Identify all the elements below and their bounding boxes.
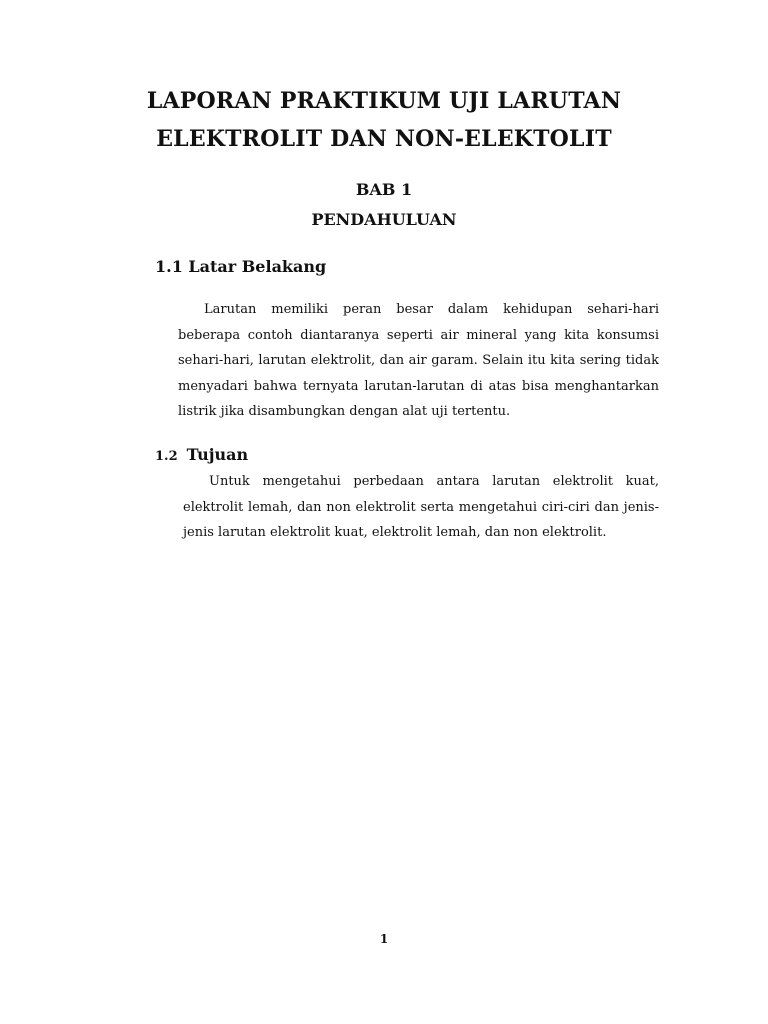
document-title-line-1: LAPORAN PRAKTIKUM UJI LARUTAN [146,88,622,114]
section-body-text: Larutan memiliki peran besar dalam kehidupan sehari-hari beberapa contoh diantaranya seperti air mineral yang kita konsumsi sehari-hari, larutan elektrolit, dan air garam. Selain itu kita sering tidak menyadari bahwa ternyata larutan-larutan di atas bisa menghantarkan listrik jika disambungkan dengan alat uji tertentu. [178,302,659,419]
section-body-text: Untuk mengetahui perbedaan antara larutan elektrolit kuat, elektrolit lemah, dan non elektrolit serta mengetahui ciri-ciri dan jenis-jenis larutan elektrolit kuat, elektrolit lemah, dan non elektrolit. [183,474,659,540]
section-title: Tujuan [186,445,249,464]
section-number: 1.2 [155,449,178,464]
chapter-number: BAB 1 [355,180,413,199]
document-title-line-2: ELEKTROLIT DAN NON-ELEKTOLIT [156,126,612,152]
section-body-latar-belakang [178,297,659,425]
section-body-tujuan [183,469,659,546]
section-heading-tujuan [155,445,248,464]
section-heading-latar-belakang: 1.1 Latar Belakang [155,257,327,276]
chapter-name: PENDAHULUAN [311,210,457,229]
page-number: 1 [379,932,389,946]
